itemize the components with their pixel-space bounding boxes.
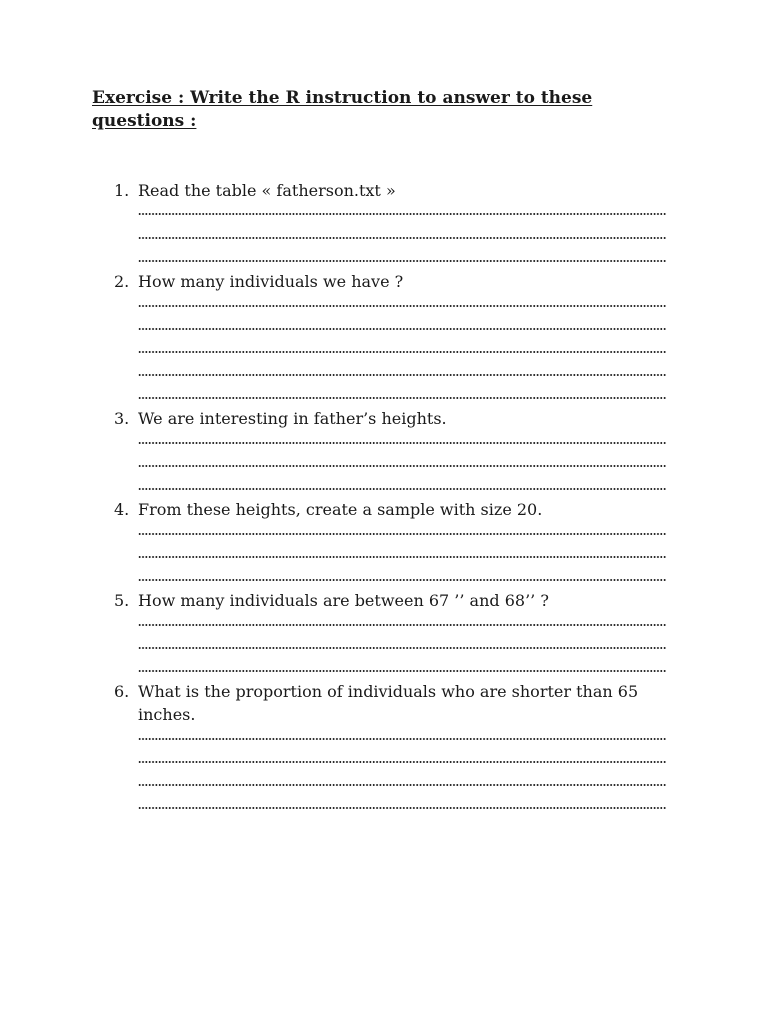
question-text: How many individuals we have ?: [138, 272, 404, 291]
question-number: 3.: [114, 409, 130, 428]
question-5: [114, 589, 674, 612]
answer-line[interactable]: [138, 259, 666, 263]
question-3: [114, 407, 674, 430]
answer-line[interactable]: [138, 783, 666, 787]
answer-line[interactable]: [138, 236, 666, 240]
answer-line[interactable]: [138, 737, 666, 741]
answer-line[interactable]: [138, 373, 666, 377]
question-number: 4.: [114, 500, 130, 519]
question-number: 6.: [114, 682, 130, 701]
answer-line[interactable]: [138, 487, 666, 491]
answer-line[interactable]: [138, 464, 666, 468]
answer-line[interactable]: [138, 441, 666, 445]
question-6: [114, 680, 674, 726]
answer-line[interactable]: [138, 396, 666, 400]
question-number: 1.: [114, 181, 130, 200]
answer-line[interactable]: [138, 646, 666, 650]
question-text: We are interesting in father’s heights.: [138, 409, 447, 428]
question-text: What is the proportion of individuals who are shorter than 65 inches.: [138, 682, 639, 724]
question-number: 2.: [114, 272, 130, 291]
exercise-title: Exercise : Write the R instruction to answer to these questions :: [92, 88, 593, 131]
question-1: [114, 179, 674, 202]
answer-line[interactable]: [138, 669, 666, 673]
answer-line[interactable]: [138, 532, 666, 536]
answer-line[interactable]: [138, 350, 666, 354]
answer-line[interactable]: [138, 578, 666, 582]
answer-line[interactable]: [138, 327, 666, 331]
answer-line[interactable]: [138, 760, 666, 764]
answer-line[interactable]: [138, 623, 666, 627]
question-text: Read the table « fatherson.txt »: [138, 181, 396, 200]
question-number: 5.: [114, 591, 130, 610]
question-text: How many individuals are between 67 ’’ and 68’’ ?: [138, 591, 549, 610]
answer-line[interactable]: [138, 304, 666, 308]
question-2: [114, 270, 674, 293]
answer-line[interactable]: [138, 806, 666, 810]
question-4: [114, 498, 674, 521]
question-text: From these heights, create a sample with size 20.: [138, 500, 543, 519]
answer-line[interactable]: [138, 555, 666, 559]
answer-line[interactable]: [138, 212, 666, 216]
